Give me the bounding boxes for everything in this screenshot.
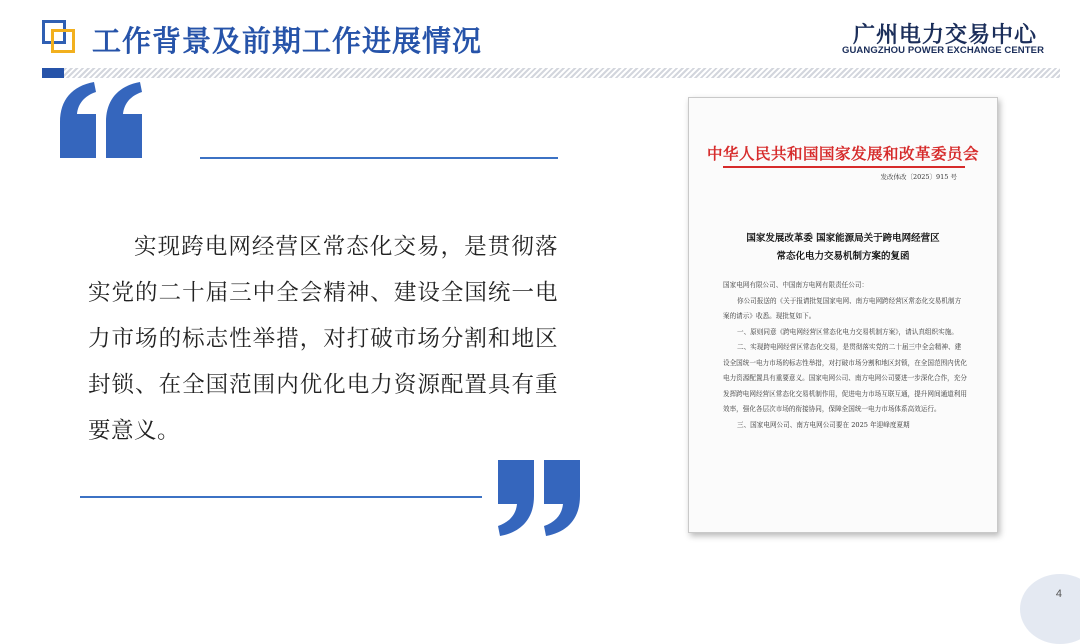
- title-logo-icon: [42, 20, 76, 54]
- document-body: [723, 278, 967, 433]
- main-statement: 实现跨电网经营区常态化交易，是贯彻落实党的二十届三中全会精神、建设全国统一电力市场的标志性举措，对打破市场分割和地区封锁、在全国范围内优化电力资源配置具有重要意义。: [88, 234, 558, 444]
- document-red-line: [723, 166, 965, 168]
- quote-rule-bottom: [80, 496, 482, 498]
- official-document-image: [688, 97, 998, 533]
- corner-decoration: [1020, 574, 1080, 644]
- document-paragraph: 三、国家电网公司、南方电网公司要在 2025 年迎峰度夏期: [737, 420, 910, 429]
- page-number: 4: [1055, 588, 1062, 600]
- open-quote-icon: [56, 82, 146, 160]
- document-paragraph: 一、原则同意《跨电网经营区常态化电力交易机制方案》，请认真组织实施。: [737, 327, 958, 336]
- quote-rule-top: [200, 157, 558, 159]
- document-number: 发改体改〔2025〕915 号: [880, 173, 957, 181]
- document-header: 中华人民共和国国家发展和改革委员会: [706, 144, 979, 163]
- document-addressee: 国家电网有限公司、中国南方电网有限责任公司：: [723, 281, 869, 289]
- header-accent-bar: [42, 68, 64, 78]
- org-name-english: GUANGZHOU POWER EXCHANGE CENTER: [841, 45, 1045, 56]
- close-quote-icon: [494, 458, 584, 538]
- org-name: 广州电力交易中心: [852, 23, 1037, 48]
- document-title: [689, 230, 997, 266]
- header-divider: [42, 68, 1060, 78]
- document-title-line1: 国家发展改革委 国家能源局关于跨电网经营区: [746, 233, 940, 244]
- document-paragraph: 你公司报送的《关于报请批复国家电网、南方电网跨经营区常态化交易机制方案的请示》收悉。现批复如下。: [723, 296, 962, 320]
- document-title-line2: 常态化电力交易机制方案的复函: [776, 251, 910, 262]
- page-title: 工作背景及前期工作进展情况: [92, 24, 483, 58]
- document-paragraph: 二、实现跨电网经营区常态化交易，是贯彻落实党的二十届三中全会精神、建设全国统一电力市场的标志性举措，对打破市场分割和地区封锁，在全国范围内优化电力资源配置具有重要意义。国家电网公司、南方电网公司要进一步深化合作，充分发挥跨电网经营区常态化交易机制作用，促进电力市场互联互通，提升网间通道利用效率，强化各层次市场的衔接协同，保障全国统一电力市场体系高效运行。: [723, 343, 967, 413]
